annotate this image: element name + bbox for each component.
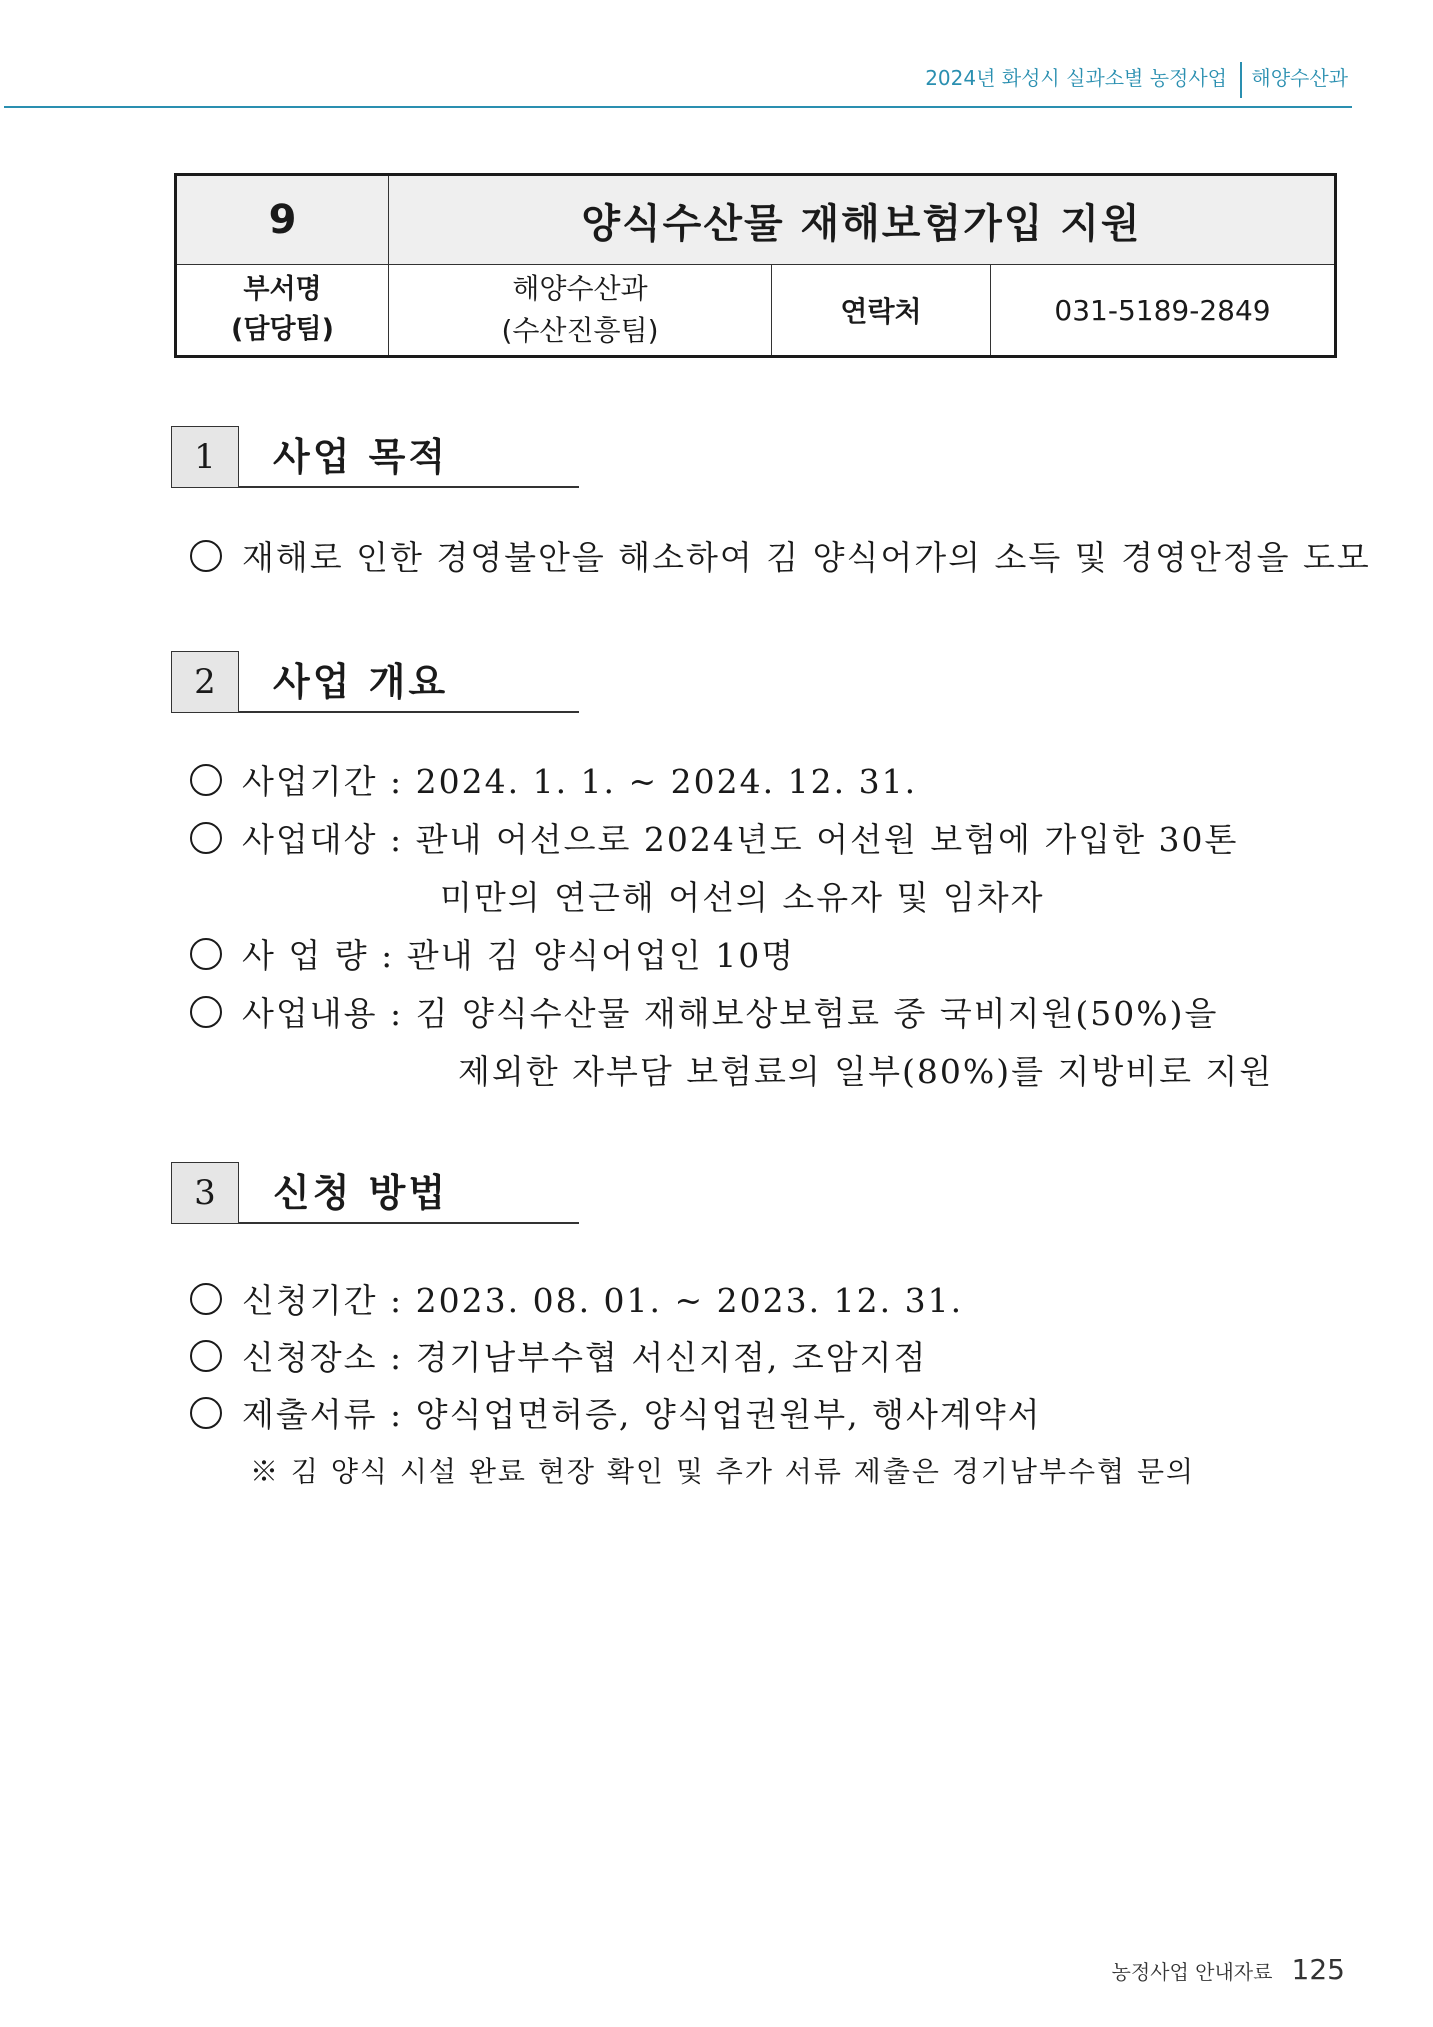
dept-value-line2: (수산진흥팀) bbox=[501, 314, 659, 347]
page-number: 125 bbox=[1291, 1953, 1345, 1986]
section-title: 사업 개요 bbox=[273, 660, 449, 704]
page-footer bbox=[1112, 1953, 1345, 1993]
overview-quantity: 사 업 량 : 관내 김 양식어업인 10명 bbox=[190, 930, 795, 977]
program-title: 양식수산물 재해보험가입 지원 bbox=[389, 175, 1336, 265]
dept-value bbox=[389, 265, 772, 357]
overview-target: 사업대상 : 관내 어선으로 2024년도 어선원 보험에 가입한 30톤 bbox=[190, 814, 1238, 861]
section-heading-purpose bbox=[171, 426, 579, 490]
dept-value-line1: 해양수산과 bbox=[512, 272, 648, 305]
bullet-circle-icon bbox=[190, 996, 222, 1028]
overview-target-cont: 미만의 연근해 어선의 소유자 및 임차자 bbox=[440, 878, 1045, 917]
bullet-circle-icon bbox=[190, 938, 222, 970]
header-department: 해양수산과 bbox=[1251, 66, 1348, 90]
section-title: 사업 목적 bbox=[273, 435, 449, 479]
bullet-circle-icon bbox=[190, 540, 222, 572]
section-number: 1 bbox=[171, 426, 239, 488]
purpose-text: 재해로 인한 경영불안을 해소하여 김 양식어가의 소득 및 경영안정을 도모 bbox=[242, 538, 1371, 577]
header-rule bbox=[4, 106, 1352, 108]
bullet-circle-icon bbox=[190, 1340, 222, 1372]
dept-label-line2: (담당팀) bbox=[231, 314, 334, 345]
footer-label: 농정사업 안내자료 bbox=[1111, 1960, 1273, 1984]
section-title: 신청 방법 bbox=[273, 1171, 449, 1215]
section-rule bbox=[239, 1222, 579, 1224]
section-rule bbox=[239, 486, 579, 488]
overview-content: 사업내용 : 김 양식수산물 재해보상보험료 중 국비지원(50%)을 bbox=[190, 988, 1218, 1035]
contact-label: 연락처 bbox=[772, 265, 991, 357]
bullet-circle-icon bbox=[190, 1397, 222, 1429]
dept-label-line1: 부서명 bbox=[243, 274, 322, 305]
method-place: 신청장소 : 경기남부수협 서신지점, 조암지점 bbox=[190, 1332, 927, 1379]
purpose-item bbox=[190, 532, 1371, 579]
section-number: 3 bbox=[171, 1162, 239, 1224]
bullet-circle-icon bbox=[190, 764, 222, 796]
program-number: 9 bbox=[176, 175, 389, 265]
section-rule bbox=[239, 711, 579, 713]
dept-label bbox=[176, 265, 389, 357]
program-info-table bbox=[174, 173, 1337, 358]
method-period: 신청기간 : 2023. 08. 01. ~ 2023. 12. 31. bbox=[190, 1275, 963, 1322]
section-number: 2 bbox=[171, 651, 239, 713]
method-docs: 제출서류 : 양식업면허증, 양식업권원부, 행사계약서 bbox=[190, 1389, 1042, 1436]
page-header bbox=[0, 62, 1352, 106]
overview-period: 사업기간 : 2024. 1. 1. ~ 2024. 12. 31. bbox=[190, 756, 917, 803]
overview-content-cont: 제외한 자부담 보험료의 일부(80%)를 지방비로 지원 bbox=[458, 1052, 1274, 1091]
section-heading-overview bbox=[171, 651, 579, 715]
header-title: 2024년 화성시 실과소별 농정사업 bbox=[925, 66, 1227, 90]
method-note: ※ 김 양식 시설 완료 현장 확인 및 추가 서류 제출은 경기남부수협 문의 bbox=[250, 1455, 1196, 1488]
contact-value: 031-5189-2849 bbox=[991, 265, 1336, 357]
bullet-circle-icon bbox=[190, 822, 222, 854]
section-heading-method bbox=[171, 1162, 579, 1226]
bullet-circle-icon bbox=[190, 1283, 222, 1315]
header-divider bbox=[1240, 62, 1242, 98]
